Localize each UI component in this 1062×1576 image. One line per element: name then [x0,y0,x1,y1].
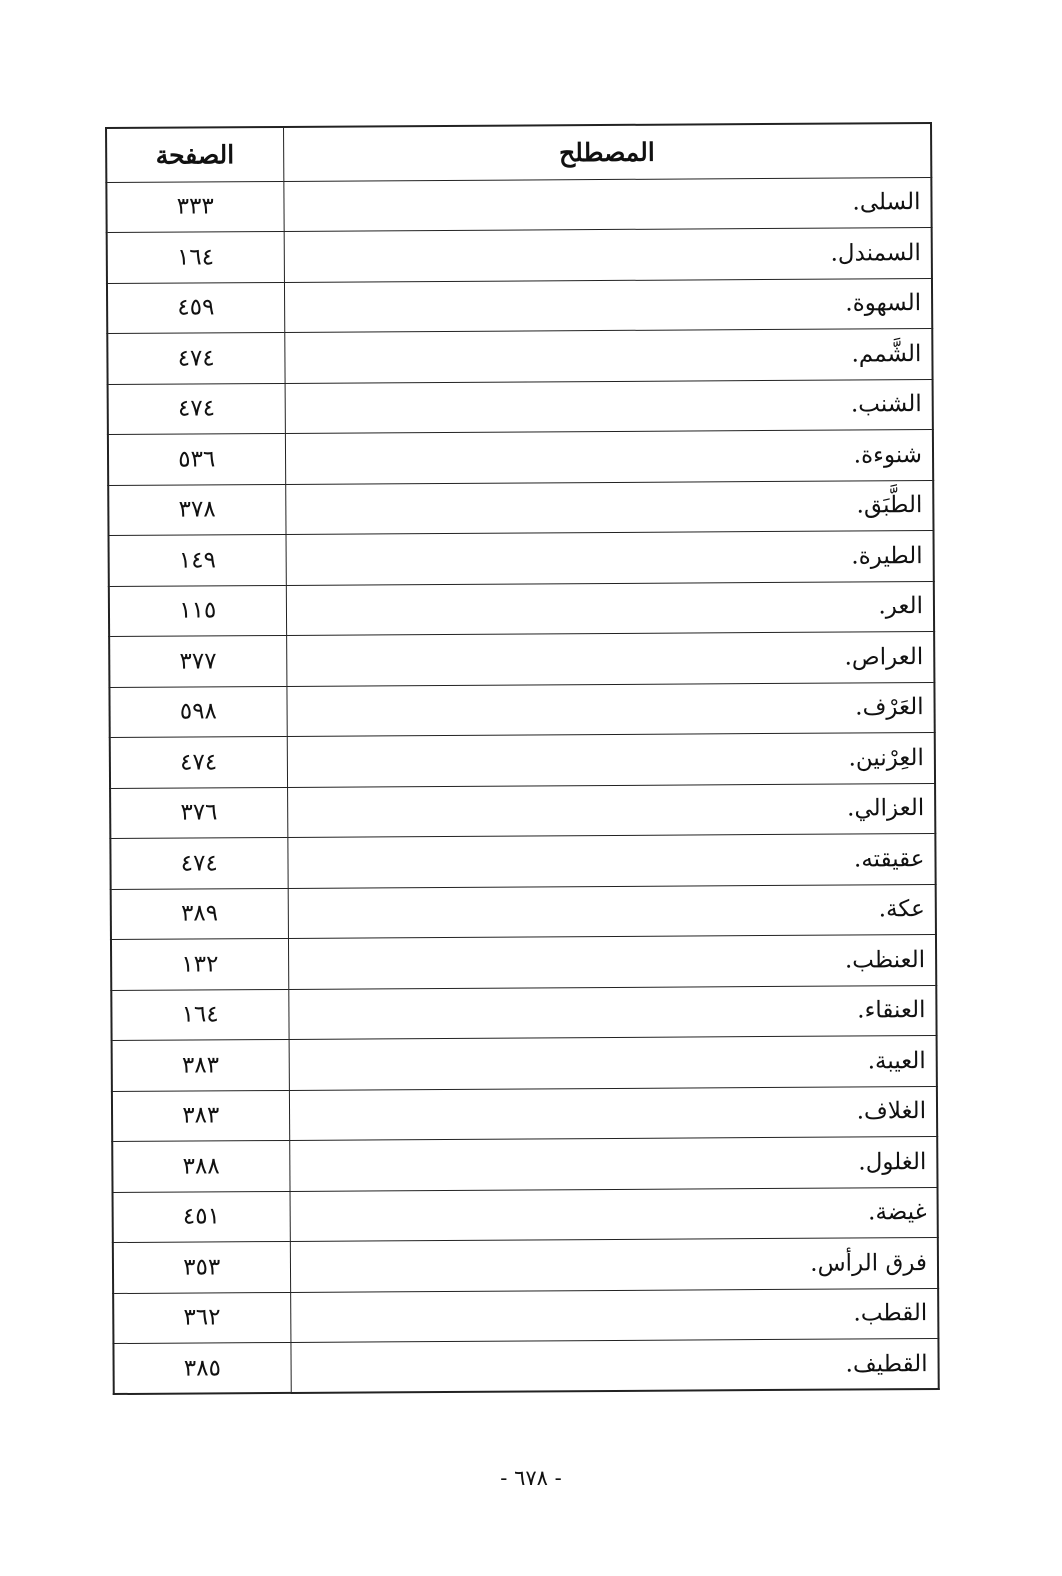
term-cell: العزالي. [287,783,935,837]
term-cell: غيضة. [290,1187,938,1241]
page-reference-cell: ١٦٤ [111,989,288,1041]
table-row [109,581,934,637]
term-cell: الغلول. [289,1136,937,1190]
page-reference-cell: ٤٧٤ [110,837,287,889]
table-row [112,1086,937,1142]
table-row [111,934,936,990]
page-number: - ٦٧٨ - [500,1466,562,1490]
page-reference-cell: ٣٨٣ [112,1090,289,1142]
table-row [111,884,936,940]
term-cell: العَرْف. [286,682,934,736]
table-row [108,379,933,435]
table-row [110,732,935,788]
term-cell: السمندل. [284,228,932,282]
table-row [113,1288,938,1344]
table-row [108,480,933,536]
table-row [107,329,932,385]
term-cell: العراص. [286,631,934,685]
term-cell: القطب. [290,1288,938,1342]
table-row [106,177,931,233]
term-cell: شنوءة. [285,430,933,484]
term-cell: فرق الرأس. [290,1237,938,1291]
table-row [109,682,934,738]
table-row [109,631,934,687]
term-cell: عكة. [288,884,936,938]
table-row [110,783,935,839]
term-cell: العنقاء. [288,985,936,1039]
page-reference-cell: ٣٨٩ [111,888,288,940]
page-reference-cell: ٣٧٦ [110,787,287,839]
page-reference-cell: ٣٦٢ [113,1292,290,1344]
page-reference-cell: ١١٥ [109,585,286,637]
page-reference-cell: ٥٣٦ [108,433,285,485]
term-cell: الطيرة. [286,530,934,584]
term-cell: العنظب. [288,934,936,988]
page-reference-cell: ٥٩٨ [109,686,286,738]
table-row [113,1237,938,1293]
table-row [112,1136,937,1192]
page-column-header: الصفحة [106,127,283,182]
page-reference-cell: ٤٧٤ [110,736,287,788]
page-reference-cell: ٤٥٩ [107,282,284,334]
term-cell: السهوة. [284,278,932,332]
table-row [111,985,936,1041]
term-cell: عقيقته. [287,833,935,887]
term-cell: السلى. [283,177,931,231]
page-reference-cell: ١٤٩ [109,534,286,586]
term-cell: الغلاف. [289,1086,937,1140]
table-row [109,530,934,586]
page-reference-cell: ٣٨٣ [112,1039,289,1091]
table-body [106,177,938,1394]
page-reference-cell: ٤٧٤ [108,383,285,435]
page-reference-cell: ٣٧٨ [108,484,285,536]
table-row [107,278,932,334]
table-header-row [106,123,931,182]
table-row [107,228,932,284]
table-row [113,1338,938,1394]
term-cell: القطيف. [290,1338,938,1392]
page-reference-cell: ٤٥١ [113,1191,290,1243]
page-reference-cell: ٣٧٧ [109,635,286,687]
term-cell: الشَّمم. [284,329,932,383]
term-cell: الطَّبَق. [285,480,933,534]
term-cell: العيبة. [289,1035,937,1089]
page-reference-cell: ٣٣٣ [106,181,283,233]
page-reference-cell: ٣٨٨ [112,1140,289,1192]
term-cell: العر. [286,581,934,635]
table-row [110,833,935,889]
page-reference-cell: ١٣٢ [111,938,288,990]
table-row [113,1187,938,1243]
page-reference-cell: ٣٨٥ [113,1342,290,1394]
page-reference-cell: ٣٥٣ [113,1241,290,1293]
glossary-index-table [105,122,940,1395]
term-column-header: المصطلح [283,123,931,181]
table-row [108,430,933,486]
term-cell: الشنب. [285,379,933,433]
table-row [112,1035,937,1091]
term-cell: العِرْنين. [287,732,935,786]
page-reference-cell: ٤٧٤ [107,332,284,384]
page-reference-cell: ١٦٤ [107,231,284,283]
